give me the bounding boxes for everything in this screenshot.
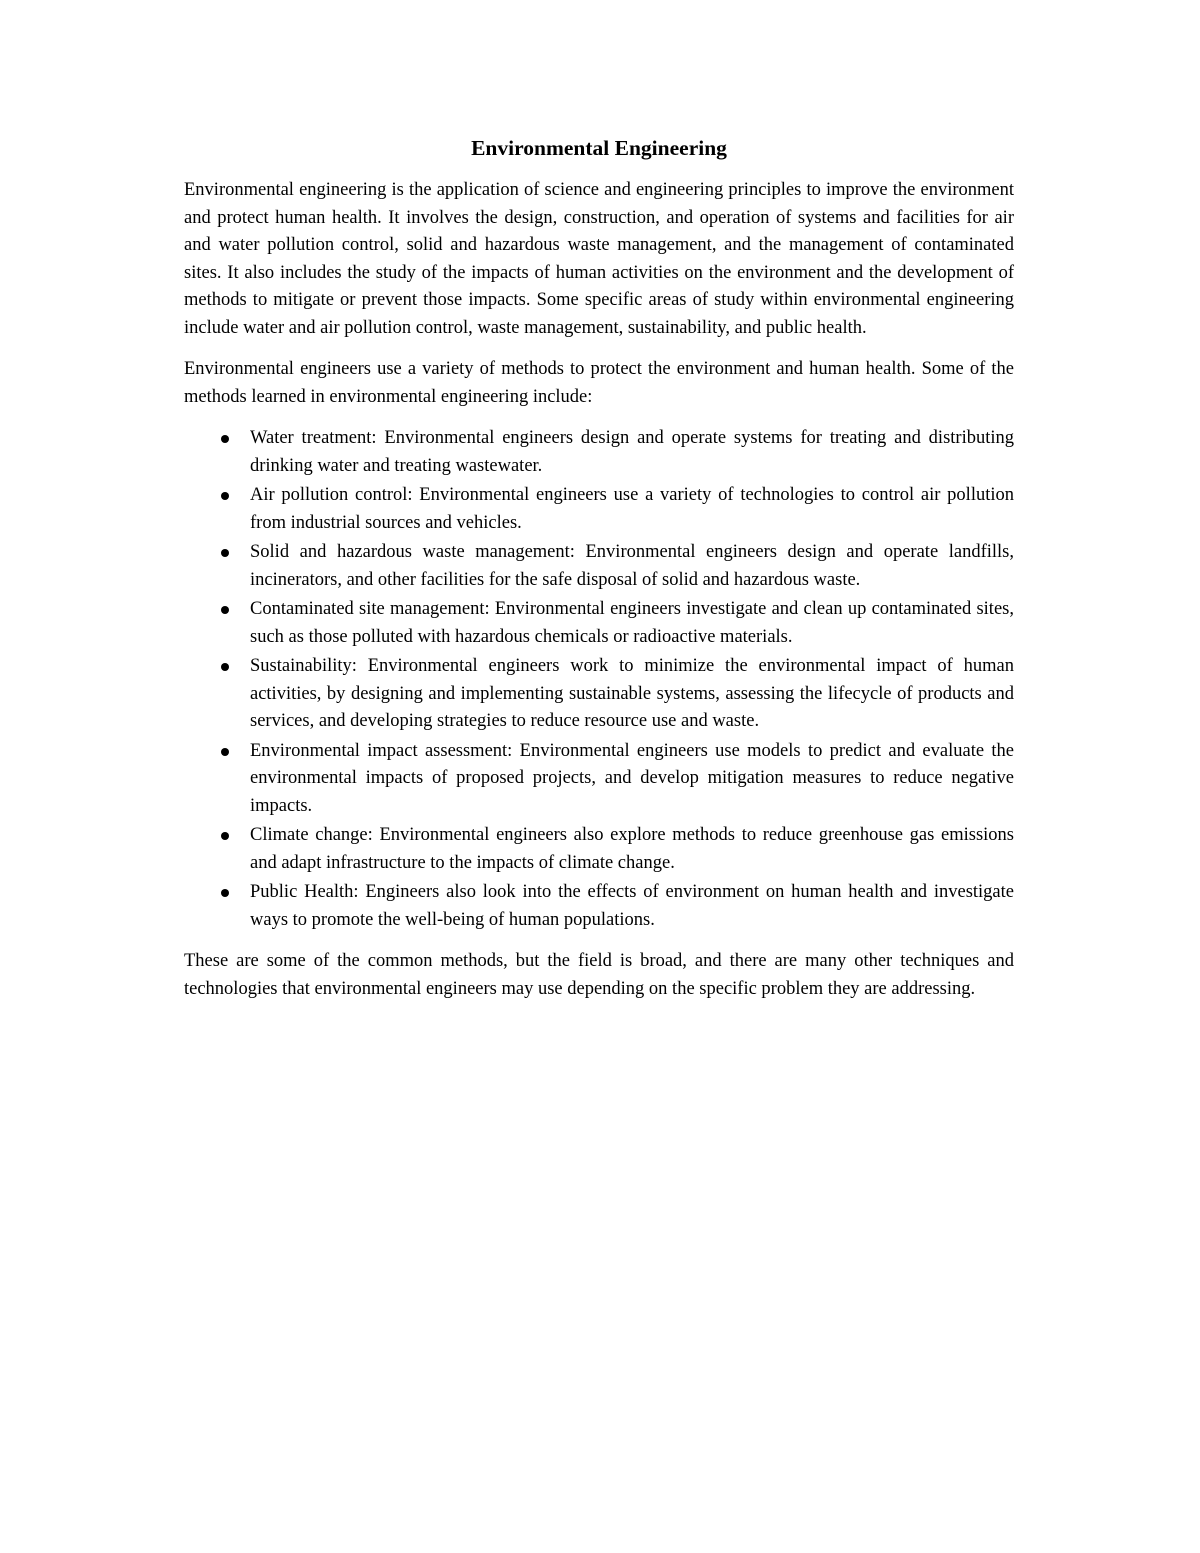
bullet-icon: [221, 663, 229, 671]
bullet-icon: [221, 606, 229, 614]
list-item-text: Contaminated site management: Environmental engineers investigate and clean up contaminated sites, such as those polluted with hazardous chemicals or radioactive materials.: [250, 599, 1014, 647]
list-item: [184, 425, 1014, 480]
closing-paragraph: These are some of the common methods, but the field is broad, and there are many other techniques and technologies that environmental engineers may use depending on the specific problem they are addressing.: [184, 951, 1014, 999]
document-body: [184, 133, 1014, 1017]
bullet-icon: [221, 435, 229, 443]
bullet-icon: [221, 492, 229, 500]
page-title: Environmental Engineering: [471, 136, 727, 160]
list-item-text: Solid and hazardous waste management: Environmental engineers design and operate landfills, incinerators, and other facilities for the safe disposal of solid and hazardous waste.: [250, 542, 1014, 590]
list-item: [184, 482, 1014, 537]
list-item-text: Water treatment: Environmental engineers design and operate systems for treating and distributing drinking water and treating wastewater.: [250, 428, 1014, 476]
list-item-text: Public Health: Engineers also look into the effects of environment on human health and investigate ways to promote the well-being of human populations.: [250, 882, 1014, 930]
list-item-text: Sustainability: Environmental engineers work to minimize the environmental impact of human activities, by designing and implementing sustainable systems, assessing the lifecycle of products and services, and developing strategies to reduce resource use and waste.: [250, 656, 1014, 731]
list-item: [184, 596, 1014, 651]
list-item: [184, 738, 1014, 821]
intro-paragraph: Environmental engineering is the application of science and engineering principles to improve the environment and protect human health. It involves the design, construction, and operation of systems and facilities for air and water pollution control, solid and hazardous waste management, and the management of contaminated sites. It also includes the study of the impacts of human activities on the environment and the development of methods to mitigate or prevent those impacts. Some specific areas of study within environmental engineering include water and air pollution control, waste management, sustainability, and public health.: [184, 180, 1014, 338]
bullet-icon: [221, 889, 229, 897]
methods-list: [184, 425, 1014, 934]
bullet-icon: [221, 832, 229, 840]
bullet-icon: [221, 748, 229, 756]
list-item: [184, 879, 1014, 934]
list-item: [184, 822, 1014, 877]
methods-intro-paragraph: Environmental engineers use a variety of methods to protect the environment and human health. Some of the methods learned in environmental engineering include:: [184, 359, 1014, 407]
list-item-text: Climate change: Environmental engineers also explore methods to reduce greenhouse gas emissions and adapt infrastructure to the impacts of climate change.: [250, 825, 1014, 873]
list-item: [184, 653, 1014, 736]
list-item-text: Air pollution control: Environmental engineers use a variety of technologies to control air pollution from industrial sources and vehicles.: [250, 485, 1014, 533]
list-item-text: Environmental impact assessment: Environmental engineers use models to predict and evaluate the environmental impacts of proposed projects, and develop mitigation measures to reduce negative impacts.: [250, 740, 1014, 816]
list-item: [184, 539, 1014, 594]
bullet-icon: [221, 549, 229, 557]
